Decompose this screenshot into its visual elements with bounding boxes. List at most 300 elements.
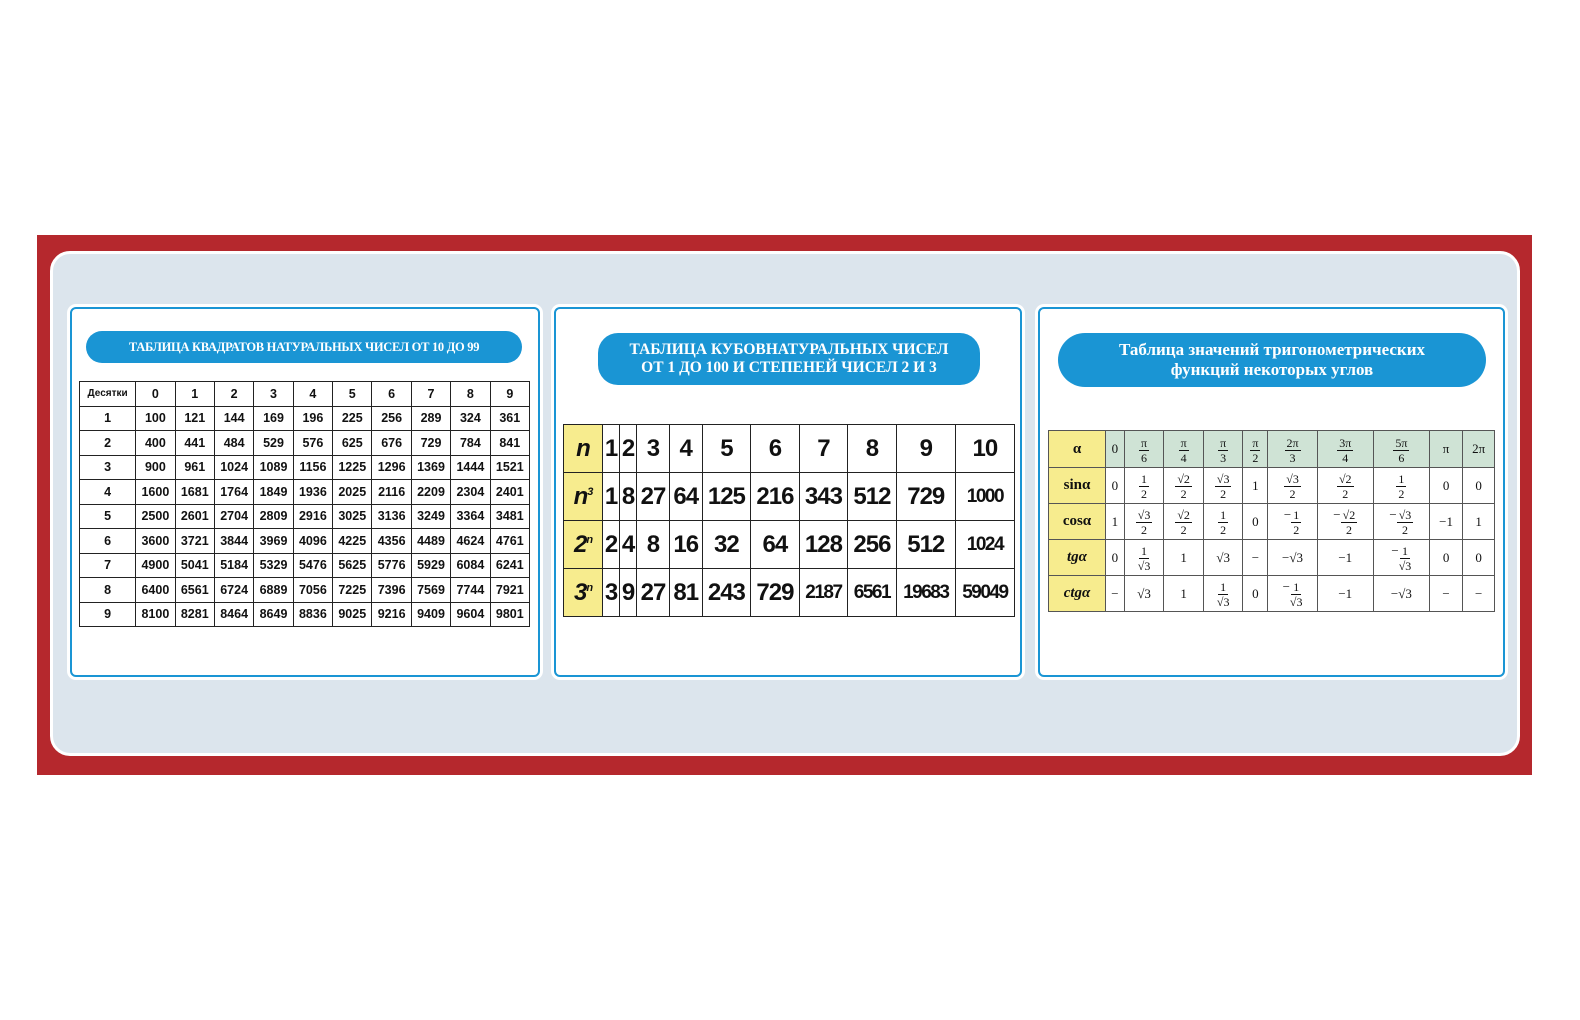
cubes-cell: 243 — [702, 569, 751, 617]
squares-cell: 5329 — [254, 553, 293, 578]
trig-value: − — [1251, 549, 1260, 565]
trig-angle-cell — [1124, 431, 1164, 468]
trig-cell — [1124, 504, 1164, 540]
trig-function-label — [1049, 540, 1106, 576]
squares-cell: 7921 — [490, 578, 529, 603]
squares-header-cell: 6 — [372, 382, 411, 407]
squares-cell: 529 — [254, 431, 293, 456]
trig-cell — [1463, 504, 1495, 540]
cubes-cell: 59049 — [955, 569, 1014, 617]
squares-cell: 1225 — [333, 455, 372, 480]
squares-cell: 4761 — [490, 529, 529, 554]
trig-alpha-label — [1049, 431, 1106, 468]
squares-cell: 324 — [451, 406, 490, 431]
squares-cell: 4096 — [293, 529, 332, 554]
cubes-cell: 2 — [620, 425, 637, 473]
cubes-row-exponent: n — [586, 533, 593, 546]
squares-cell: 961 — [175, 455, 214, 480]
trig-cell — [1164, 540, 1204, 576]
squares-cell: 4624 — [451, 529, 490, 554]
squares-header-cell: 3 — [254, 382, 293, 407]
trig-value: 0 — [1475, 549, 1482, 565]
trig-value: $\frac{\pi}{3}$ — [1220, 435, 1227, 465]
squares-cell: 729 — [411, 431, 450, 456]
cubes-panel — [554, 307, 1022, 677]
trig-value: 0 — [1475, 477, 1482, 493]
trig-value: − — [1111, 585, 1119, 601]
squares-cell: 3025 — [333, 504, 372, 529]
trig-cell — [1268, 504, 1317, 540]
trig-value: $\frac{√2}{2}$ — [1338, 472, 1352, 501]
squares-cell: 2116 — [372, 480, 411, 505]
trig-cell — [1203, 468, 1243, 504]
cubes-row-label: 3$^n$ — [564, 569, 603, 617]
squares-cell: 100 — [136, 406, 175, 431]
trig-cell — [1243, 468, 1268, 504]
trig-value: $\frac{5\pi}{6}$ — [1395, 435, 1408, 465]
cubes-cell: 16 — [669, 521, 702, 569]
squares-cell: 6561 — [175, 578, 214, 603]
trig-cell — [1203, 576, 1243, 612]
trig-value: $\frac{\pi}{2}$ — [1252, 435, 1259, 465]
cubes-cell: 9 — [620, 569, 637, 617]
trig-cell — [1124, 468, 1164, 504]
squares-cell: 9216 — [372, 602, 411, 627]
trig-value: α — [1072, 440, 1082, 457]
cubes-title-line2: ОТ 1 ДО 100 И СТЕПЕНЕЙ ЧИСЕЛ 2 И 3 — [641, 359, 937, 376]
trig-cell — [1463, 576, 1495, 612]
trig-cell — [1164, 468, 1204, 504]
cubes-cell: 343 — [799, 473, 848, 521]
cubes-cell: 64 — [669, 473, 702, 521]
trig-angle-cell — [1203, 431, 1243, 468]
trig-value: −1 — [1338, 585, 1353, 601]
cubes-cell: 5 — [702, 425, 751, 473]
trig-angle-cell — [1164, 431, 1204, 468]
cubes-cell: 19683 — [896, 569, 955, 617]
squares-row-label: 5 — [80, 504, 136, 529]
trig-value: $\frac{√3}{2}$ — [1137, 508, 1151, 537]
squares-cell: 256 — [372, 406, 411, 431]
cubes-cell: 9 — [896, 425, 955, 473]
trig-title-line1: Таблица значений тригонометрических — [1118, 340, 1426, 360]
cubes-cell: 8 — [848, 425, 897, 473]
squares-row-label: 4 — [80, 480, 136, 505]
trig-value: $\frac{1}{2}$ — [1220, 508, 1227, 537]
trig-value: −√3 — [1390, 585, 1412, 601]
trig-value: 0 — [1111, 477, 1119, 493]
squares-cell: 3721 — [175, 529, 214, 554]
squares-cell: 3136 — [372, 504, 411, 529]
cubes-cell: 32 — [702, 521, 751, 569]
trig-value: $\frac{\pi}{6}$ — [1141, 435, 1148, 465]
squares-panel — [70, 307, 540, 677]
squares-cell: 9604 — [451, 602, 490, 627]
squares-row — [80, 455, 530, 480]
cubes-cell: 64 — [751, 521, 800, 569]
trig-value: √3 — [1216, 549, 1230, 565]
squares-cell: 6084 — [451, 553, 490, 578]
squares-cell: 3600 — [136, 529, 175, 554]
squares-cell: 121 — [175, 406, 214, 431]
squares-cell: 841 — [490, 431, 529, 456]
cubes-cell: 1 — [603, 425, 620, 473]
trig-cell — [1317, 540, 1373, 576]
squares-cell: 7396 — [372, 578, 411, 603]
squares-cell: 5041 — [175, 553, 214, 578]
trig-value: $\frac{1}{√3}$ — [1216, 580, 1230, 609]
trig-value: − $\frac{√2}{2}$ — [1333, 507, 1356, 537]
squares-cell: 5625 — [333, 553, 372, 578]
cubes-cell: 729 — [751, 569, 800, 617]
squares-row-label: 6 — [80, 529, 136, 554]
trig-cell — [1124, 576, 1164, 612]
squares-row-label: 7 — [80, 553, 136, 578]
trig-table — [1048, 430, 1495, 612]
squares-header-cell: Десятки — [80, 382, 136, 407]
squares-cell: 2809 — [254, 504, 293, 529]
trig-value: 0 — [1442, 477, 1450, 493]
trig-cell — [1373, 504, 1429, 540]
cubes-cell: 2187 — [799, 569, 848, 617]
squares-cell: 361 — [490, 406, 529, 431]
squares-cell: 1681 — [175, 480, 214, 505]
cubes-row — [564, 473, 1015, 521]
cubes-cell: 1000 — [955, 473, 1014, 521]
cubes-cell: 512 — [896, 521, 955, 569]
squares-row-label: 3 — [80, 455, 136, 480]
trig-value: $\frac{√3}{2}$ — [1286, 472, 1299, 501]
squares-cell: 1089 — [254, 455, 293, 480]
squares-cell: 2601 — [175, 504, 214, 529]
squares-cell: 3969 — [254, 529, 293, 554]
trig-value: 0 — [1442, 549, 1450, 565]
cubes-row-label: $n^3$ — [564, 473, 603, 521]
squares-cell: 3364 — [451, 504, 490, 529]
squares-cell: 4356 — [372, 529, 411, 554]
squares-header-cell: 7 — [411, 382, 450, 407]
trig-cell — [1429, 468, 1462, 504]
trig-value: 1 — [1252, 477, 1259, 493]
trig-value: − — [1442, 585, 1450, 601]
trig-value: √3 — [1137, 585, 1151, 601]
trig-angle-cell — [1268, 431, 1317, 468]
squares-header-cell: 0 — [136, 382, 175, 407]
cubes-cell: 6 — [751, 425, 800, 473]
squares-cell: 5476 — [293, 553, 332, 578]
cubes-row — [564, 569, 1015, 617]
trig-cell — [1268, 468, 1317, 504]
squares-header-cell: 2 — [214, 382, 253, 407]
squares-cell: 7744 — [451, 578, 490, 603]
cubes-row — [564, 425, 1015, 473]
trig-value: 0 — [1252, 585, 1259, 601]
squares-title — [86, 331, 522, 363]
trig-cell — [1243, 576, 1268, 612]
trig-value: $\frac{1}{2}$ — [1141, 472, 1148, 501]
squares-cell: 1600 — [136, 480, 175, 505]
squares-row-label: 8 — [80, 578, 136, 603]
cubes-cell: 3 — [637, 425, 670, 473]
trig-value: $\frac{√2}{2}$ — [1177, 508, 1190, 537]
trig-value: $\frac{1}{√3}$ — [1137, 544, 1151, 573]
squares-cell: 4225 — [333, 529, 372, 554]
squares-header-cell: 1 — [175, 382, 214, 407]
squares-header-cell: 5 — [333, 382, 372, 407]
cubes-title — [598, 333, 980, 385]
squares-cell: 5184 — [214, 553, 253, 578]
squares-cell: 6241 — [490, 553, 529, 578]
trig-value: cosα — [1062, 513, 1092, 529]
squares-cell: 289 — [411, 406, 450, 431]
squares-cell: 8836 — [293, 602, 332, 627]
trig-angle-cell — [1463, 431, 1495, 468]
squares-row — [80, 529, 530, 554]
squares-header-cell: 9 — [490, 382, 529, 407]
squares-cell: 2209 — [411, 480, 450, 505]
squares-cell: 7569 — [411, 578, 450, 603]
trig-row — [1049, 468, 1495, 504]
trig-cell — [1243, 504, 1268, 540]
trig-cell — [1317, 504, 1373, 540]
squares-header-cell: 8 — [451, 382, 490, 407]
squares-cell: 2916 — [293, 504, 332, 529]
squares-cell: 625 — [333, 431, 372, 456]
cubes-cell: 8 — [637, 521, 670, 569]
squares-cell: 2704 — [214, 504, 253, 529]
cubes-cell: 125 — [702, 473, 751, 521]
trig-value: − $\frac{√3}{2}$ — [1389, 507, 1412, 537]
squares-cell: 225 — [333, 406, 372, 431]
squares-row — [80, 504, 530, 529]
cubes-cell: 729 — [896, 473, 955, 521]
trig-cell — [1164, 576, 1204, 612]
trig-value: $\frac{2\pi}{3}$ — [1286, 435, 1299, 465]
squares-header-cell: 4 — [293, 382, 332, 407]
squares-cell: 676 — [372, 431, 411, 456]
trig-angle-cell — [1373, 431, 1429, 468]
trig-cell — [1373, 468, 1429, 504]
trig-cell — [1106, 504, 1125, 540]
squares-cell: 9025 — [333, 602, 372, 627]
trig-angle-cell — [1106, 431, 1125, 468]
squares-cell: 169 — [254, 406, 293, 431]
squares-title-text: ТАБЛИЦА КВАДРАТОВ НАТУРАЛЬНЫХ ЧИСЕЛ ОТ 10 ДО 99 — [128, 339, 480, 354]
cubes-title-line1: ТАБЛИЦА КУБОВНАТУРАЛЬНЫХ ЧИСЕЛ — [629, 341, 949, 359]
squares-cell: 1444 — [451, 455, 490, 480]
trig-value: $\frac{√2}{2}$ — [1177, 472, 1190, 501]
squares-cell: 9409 — [411, 602, 450, 627]
squares-row — [80, 480, 530, 505]
squares-cell: 1849 — [254, 480, 293, 505]
cubes-row-exponent: n — [586, 581, 593, 594]
squares-cell: 6400 — [136, 578, 175, 603]
squares-cell: 2401 — [490, 480, 529, 505]
trig-value: 0 — [1111, 549, 1119, 565]
squares-cell: 484 — [214, 431, 253, 456]
trig-cell — [1203, 504, 1243, 540]
trig-cell — [1429, 504, 1462, 540]
squares-cell: 3249 — [411, 504, 450, 529]
squares-cell: 1024 — [214, 455, 253, 480]
poster-board — [50, 251, 1520, 756]
squares-cell: 1296 — [372, 455, 411, 480]
trig-function-label — [1049, 504, 1106, 540]
trig-cell — [1268, 540, 1317, 576]
squares-cell: 1936 — [293, 480, 332, 505]
squares-cell: 1764 — [214, 480, 253, 505]
squares-cell: 7225 — [333, 578, 372, 603]
trig-row — [1049, 540, 1495, 576]
squares-cell: 3844 — [214, 529, 253, 554]
squares-cell: 7056 — [293, 578, 332, 603]
squares-cell: 2304 — [451, 480, 490, 505]
trig-cell — [1317, 576, 1373, 612]
cubes-cell: 4 — [620, 521, 637, 569]
trig-value: 0 — [1111, 441, 1119, 456]
cubes-cell: 10 — [955, 425, 1014, 473]
squares-cell: 1156 — [293, 455, 332, 480]
squares-cell: 6889 — [254, 578, 293, 603]
squares-cell: 784 — [451, 431, 490, 456]
squares-cell: 441 — [175, 431, 214, 456]
squares-row-label: 1 — [80, 406, 136, 431]
trig-header-row — [1049, 431, 1495, 468]
trig-cell — [1203, 540, 1243, 576]
squares-cell: 4900 — [136, 553, 175, 578]
trig-cell — [1429, 576, 1462, 612]
squares-cell: 8100 — [136, 602, 175, 627]
trig-title-line2: функций некоторых углов — [1170, 360, 1374, 379]
cubes-row-exponent: 3 — [587, 485, 593, 498]
trig-value: −1 — [1439, 513, 1453, 529]
trig-value: 0 — [1252, 513, 1259, 529]
squares-cell: 2025 — [333, 480, 372, 505]
cubes-cell: 2 — [603, 521, 620, 569]
trig-value: 2π — [1472, 441, 1486, 456]
trig-value: − — [1474, 585, 1483, 601]
trig-angle-cell — [1317, 431, 1373, 468]
cubes-cell: 7 — [799, 425, 848, 473]
trig-function-label — [1049, 576, 1106, 612]
cubes-cell: 27 — [637, 569, 670, 617]
trig-cell — [1429, 540, 1462, 576]
squares-cell: 1521 — [490, 455, 529, 480]
trig-value: − $\frac{1}{√3}$ — [1391, 543, 1412, 573]
squares-cell: 4489 — [411, 529, 450, 554]
cubes-cell: 216 — [751, 473, 800, 521]
cubes-cell: 128 — [799, 521, 848, 569]
squares-row-label: 2 — [80, 431, 136, 456]
trig-angle-cell — [1429, 431, 1462, 468]
cubes-table — [563, 424, 1015, 617]
squares-cell: 900 — [136, 455, 175, 480]
trig-cell — [1268, 576, 1317, 612]
trig-value: $\frac{\pi}{4}$ — [1180, 435, 1187, 465]
cubes-row — [564, 521, 1015, 569]
squares-row — [80, 406, 530, 431]
trig-panel — [1038, 307, 1505, 677]
trig-value: − $\frac{1}{√3}$ — [1282, 579, 1303, 609]
trig-cell — [1106, 468, 1125, 504]
squares-cell: 400 — [136, 431, 175, 456]
trig-value: − $\frac{1}{2}$ — [1283, 507, 1300, 537]
trig-value: 1 — [1111, 513, 1119, 529]
squares-header-row — [80, 382, 530, 407]
trig-cell — [1373, 540, 1429, 576]
squares-cell: 9801 — [490, 602, 529, 627]
trig-cell — [1106, 576, 1125, 612]
trig-value: tgα — [1067, 549, 1087, 565]
trig-value: ctgα — [1063, 585, 1091, 601]
squares-row-label: 9 — [80, 602, 136, 627]
squares-cell: 8464 — [214, 602, 253, 627]
trig-value: $\frac{1}{2}$ — [1398, 472, 1405, 501]
trig-cell — [1317, 468, 1373, 504]
squares-cell: 2500 — [136, 504, 175, 529]
squares-row — [80, 553, 530, 578]
trig-value: 1 — [1180, 549, 1187, 565]
cubes-cell: 4 — [669, 425, 702, 473]
poster-frame — [37, 235, 1532, 775]
squares-cell: 6724 — [214, 578, 253, 603]
trig-cell — [1463, 468, 1495, 504]
trig-value: 1 — [1180, 585, 1187, 601]
trig-cell — [1243, 540, 1268, 576]
trig-value: $\frac{3\pi}{4}$ — [1339, 435, 1352, 465]
trig-row — [1049, 504, 1495, 540]
trig-row — [1049, 576, 1495, 612]
cubes-cell: 6561 — [848, 569, 897, 617]
squares-row — [80, 578, 530, 603]
trig-value: sinα — [1063, 477, 1091, 493]
trig-value: π — [1442, 441, 1450, 456]
trig-value: $\frac{√3}{2}$ — [1216, 472, 1230, 501]
squares-cell: 5776 — [372, 553, 411, 578]
cubes-cell: 8 — [620, 473, 637, 521]
trig-title — [1058, 333, 1486, 387]
squares-cell: 8281 — [175, 602, 214, 627]
cubes-row-label: 2$^n$ — [564, 521, 603, 569]
squares-cell: 576 — [293, 431, 332, 456]
trig-cell — [1463, 540, 1495, 576]
squares-table — [79, 381, 530, 627]
squares-cell: 5929 — [411, 553, 450, 578]
trig-cell — [1106, 540, 1125, 576]
squares-cell: 196 — [293, 406, 332, 431]
cubes-cell: 3 — [603, 569, 620, 617]
trig-cell — [1164, 504, 1204, 540]
trig-value: 1 — [1475, 513, 1482, 529]
trig-value: −1 — [1338, 549, 1353, 565]
cubes-cell: 1 — [603, 473, 620, 521]
cubes-cell: 1024 — [955, 521, 1014, 569]
trig-cell — [1373, 576, 1429, 612]
trig-cell — [1124, 540, 1164, 576]
trig-value: −√3 — [1282, 549, 1304, 565]
squares-cell: 1369 — [411, 455, 450, 480]
squares-cell: 8649 — [254, 602, 293, 627]
trig-function-label — [1049, 468, 1106, 504]
squares-row — [80, 431, 530, 456]
squares-row — [80, 602, 530, 627]
cubes-cell: 27 — [637, 473, 670, 521]
squares-cell: 144 — [214, 406, 253, 431]
cubes-cell: 256 — [848, 521, 897, 569]
squares-cell: 3481 — [490, 504, 529, 529]
cubes-row-label: n — [564, 425, 603, 473]
cubes-cell: 81 — [669, 569, 702, 617]
